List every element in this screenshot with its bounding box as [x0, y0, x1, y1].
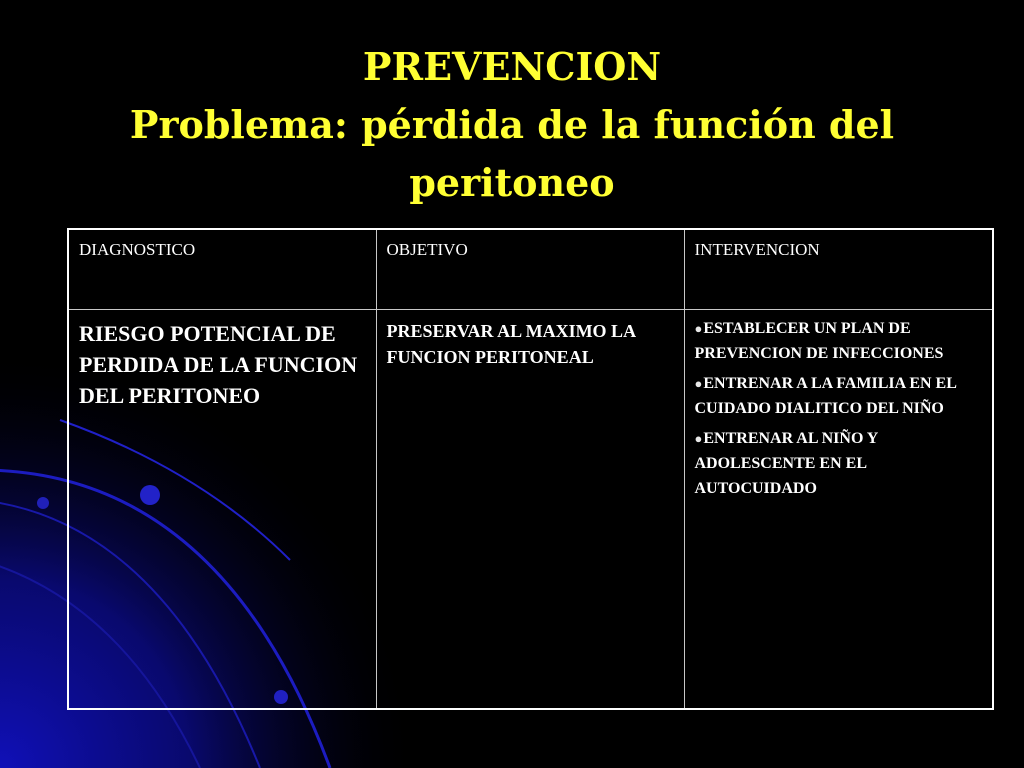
- intervention-list: [695, 316, 983, 501]
- cell-diagnostico: RIESGO POTENCIAL DE PERDIDA DE LA FUNCION DEL PERITONEO: [68, 309, 376, 709]
- prevention-table: [67, 228, 994, 710]
- intervention-text: ENTRENAR A LA FAMILIA EN EL CUIDADO DIALITICO DEL NIÑO: [694, 374, 957, 417]
- header-objetivo: OBJETIVO: [376, 229, 684, 309]
- title-line-1: PREVENCION: [362, 44, 662, 89]
- cell-intervencion: [684, 309, 993, 709]
- list-item: [695, 371, 983, 421]
- decor-dot-2: [37, 497, 49, 509]
- cell-objetivo: PRESERVAR AL MAXIMO LA FUNCION PERITONEAL: [376, 309, 684, 709]
- list-item: [695, 316, 983, 366]
- bullet-dot-icon: ●: [694, 320, 703, 336]
- list-item: [695, 426, 983, 501]
- bullet-dot-icon: ●: [694, 375, 703, 391]
- intervention-text: ENTRENAR AL NIÑO Y ADOLESCENTE EN EL AUTOCUIDADO: [694, 429, 878, 497]
- table-body-row: [68, 309, 993, 709]
- title-line-2: Problema: pérdida de la función del: [129, 102, 895, 147]
- table-header-row: [68, 229, 993, 309]
- bullet-dot-icon: ●: [694, 430, 703, 446]
- header-diagnostico: DIAGNOSTICO: [68, 229, 376, 309]
- header-intervencion: INTERVENCION: [684, 229, 993, 309]
- slide-title: [0, 38, 1024, 212]
- title-line-3: peritoneo: [409, 160, 615, 205]
- intervention-text: ESTABLECER UN PLAN DE PREVENCION DE INFECCIONES: [694, 319, 944, 362]
